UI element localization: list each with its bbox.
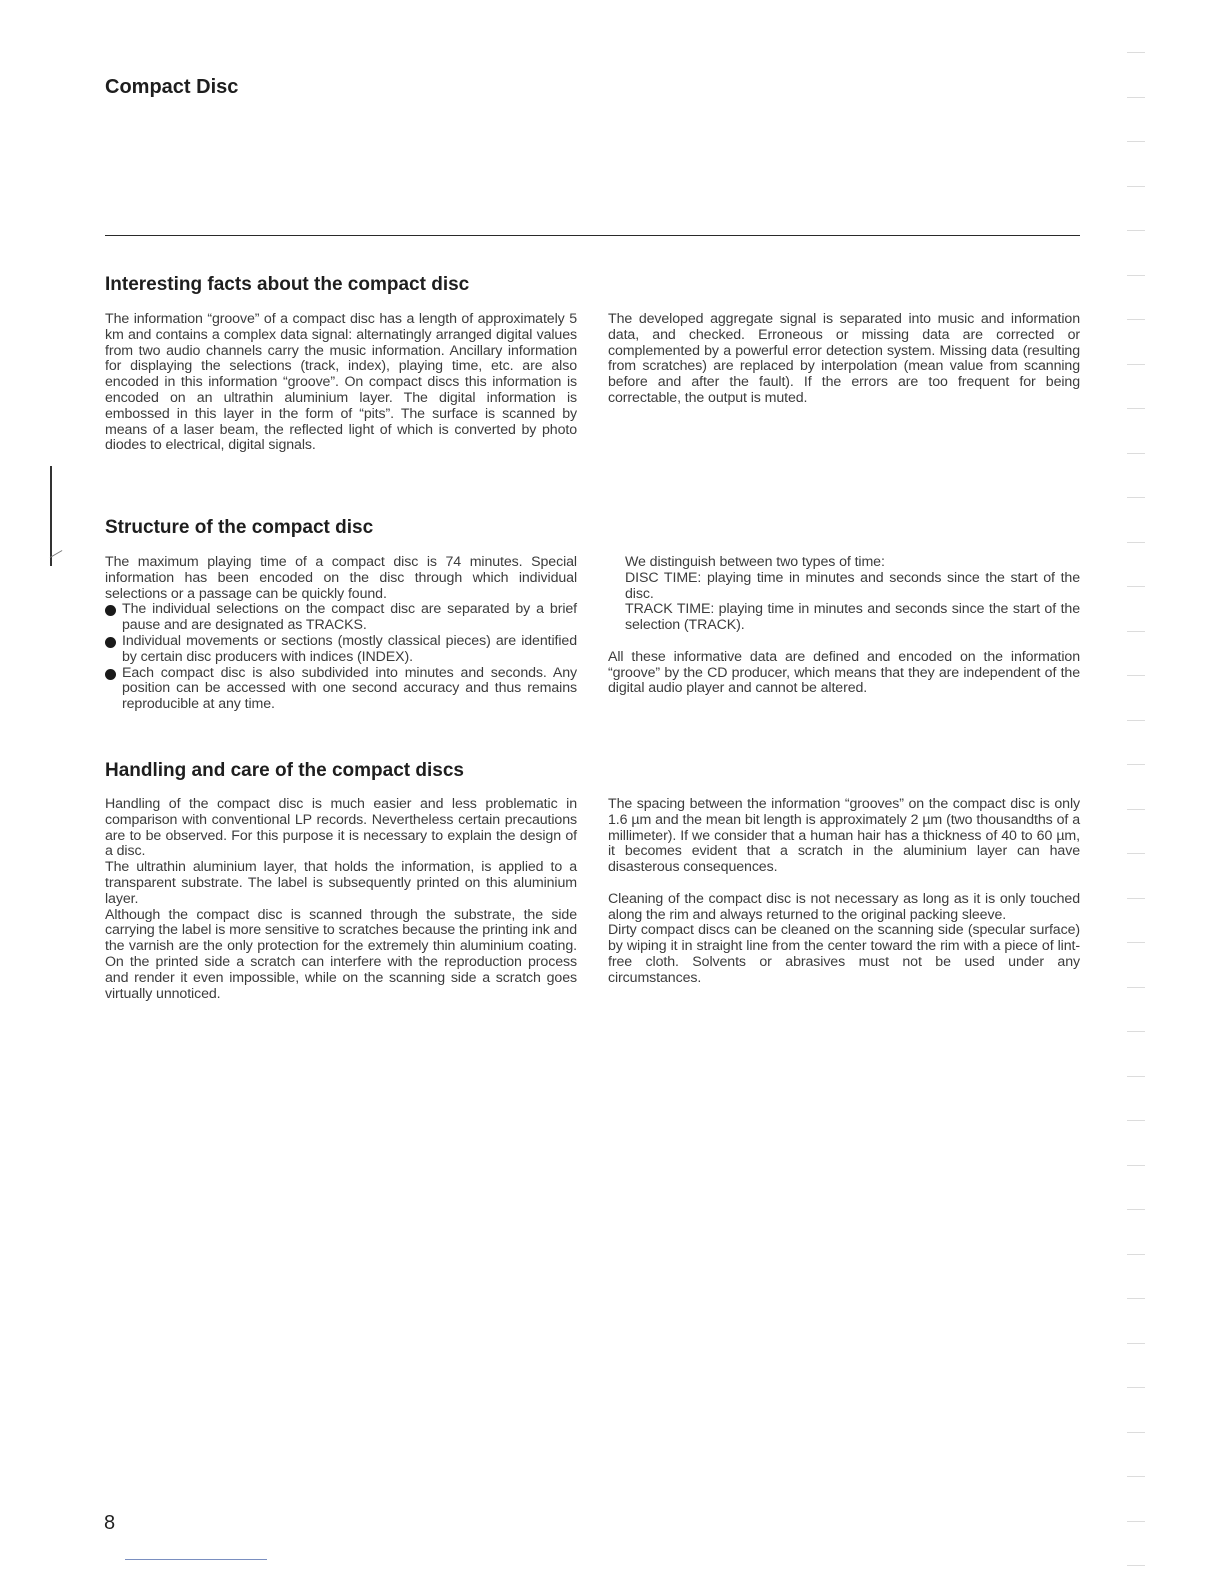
- edge-tick-mark: [1127, 497, 1145, 498]
- edge-tick-mark: [1127, 1565, 1145, 1566]
- section-heading-facts: Interesting facts about the compact disc: [105, 274, 470, 295]
- time-types-intro: We distinguish between two types of time:: [625, 554, 885, 570]
- edge-tick-mark: [1127, 764, 1145, 765]
- edge-tick-mark: [1127, 1521, 1145, 1522]
- handling-right-column: [608, 797, 1080, 987]
- edge-tick-mark: [1127, 542, 1145, 543]
- header-divider: [105, 235, 1080, 236]
- footer-line: [125, 1559, 267, 1560]
- edge-tick-mark: [1127, 230, 1145, 231]
- edge-tick-mark: [1127, 1165, 1145, 1166]
- section-heading-structure: Structure of the compact disc: [105, 517, 374, 538]
- edge-tick-mark: [1127, 1343, 1145, 1344]
- handling-paragraph-2: The ultrathin aluminium layer, that holds the information, is applied to a transparent substrate. The label is subsequently printed on this aluminium layer.: [105, 859, 577, 907]
- page-edge-ticks: [1127, 0, 1147, 1584]
- handling-paragraph-6: Dirty compact discs can be cleaned on the scanning side (specular surface) by wiping it in straight line from the center toward the rim with a piece of lint-free cloth. Solvents or abrasives must not be used under any circumstances.: [608, 922, 1080, 986]
- handling-paragraph-3: Although the compact disc is scanned through the substrate, the side carrying the label is more sensitive to scratches because the printing ink and the varnish are the only protection for the extremely thin aluminium coating. On the printed side a scratch can interfere with the reproduction process and render it even impossible, while on the scanning side a scratch goes virtually unnoticed.: [105, 906, 577, 1002]
- edge-tick-mark: [1127, 141, 1145, 142]
- edge-tick-mark: [1127, 1387, 1145, 1388]
- time-types-block: [608, 555, 1080, 634]
- edge-tick-mark: [1127, 987, 1145, 988]
- edge-tick-mark: [1127, 1298, 1145, 1299]
- list-item: Each compact disc is also subdivided into minutes and seconds. Any position can be accessed with one second accuracy and thus remains reproducible at any time.: [105, 666, 577, 713]
- edge-tick-mark: [1127, 1476, 1145, 1477]
- facts-right-column: [608, 312, 1080, 407]
- bullet-icon: [105, 605, 116, 616]
- edge-tick-mark: [1127, 1432, 1145, 1433]
- track-time-definition: TRACK TIME: playing time in minutes and seconds since the start of the selection (TRACK).: [625, 601, 1080, 634]
- edge-tick-mark: [1127, 364, 1145, 365]
- edge-tick-mark: [1127, 1120, 1145, 1121]
- margin-change-bar: [50, 466, 52, 566]
- handling-paragraph-1: Handling of the compact disc is much easier and less problematic in comparison with conventional LP records. Nevertheless certain precautions are to be observed. For this purpose it is necessary to explain the design of a disc.: [105, 796, 577, 860]
- edge-tick-mark: [1127, 319, 1145, 320]
- structure-paragraph-2: All these informative data are defined and encoded on the information “groove” by the CD producer, which means that they are independent of the digital audio player and cannot be altered.: [608, 648, 1080, 697]
- edge-tick-mark: [1127, 97, 1145, 98]
- edge-tick-mark: [1127, 275, 1145, 276]
- edge-tick-mark: [1127, 52, 1145, 53]
- page-title: Compact Disc: [105, 76, 239, 98]
- edge-tick-mark: [1127, 1254, 1145, 1255]
- edge-tick-mark: [1127, 720, 1145, 721]
- handling-paragraph-4: The spacing between the information “grooves” on the compact disc is only 1.6 µm and the mean bit length is approximately 2 µm (two thousandths of a millimeter). If we consider that a human hair has a thickness of 40 to 60 µm, it becomes evident that a scratch in the aluminium layer can have disasterous consequences.: [608, 796, 1080, 876]
- edge-tick-mark: [1127, 408, 1145, 409]
- edge-tick-mark: [1127, 942, 1145, 943]
- bullet-icon: [105, 669, 116, 680]
- edge-tick-mark: [1127, 1076, 1145, 1077]
- list-item: Individual movements or sections (mostly classical pieces) are identified by certain disc producers with indices (INDEX).: [105, 634, 577, 666]
- section-heading-handling: Handling and care of the compact discs: [105, 760, 464, 781]
- handling-paragraph-5: Cleaning of the compact disc is not necessary as long as it is only touched along the rim and always returned to the original packing sleeve.: [608, 890, 1080, 923]
- edge-tick-mark: [1127, 1209, 1145, 1210]
- edge-tick-mark: [1127, 853, 1145, 854]
- facts-paragraph-2: The developed aggregate signal is separated into music and information data, and checked. Erroneous or missing data are corrected or complemented by a powerful error detection system. Missing data (resulting from scratches) are replaced by interpolation (mean value from scanning before and after the fault). If the errors are too frequent for being correctable, the output is muted.: [608, 311, 1080, 406]
- structure-bullet-list: [105, 602, 577, 713]
- edge-tick-mark: [1127, 631, 1145, 632]
- edge-tick-mark: [1127, 898, 1145, 899]
- facts-left-column: [105, 312, 577, 454]
- edge-tick-mark: [1127, 586, 1145, 587]
- edge-tick-mark: [1127, 675, 1145, 676]
- structure-intro: The maximum playing time of a compact disc is 74 minutes. Special information has been encoded on the disc through which individual selections or a passage can be quickly found.: [105, 554, 577, 602]
- bullet-icon: [105, 637, 116, 648]
- facts-paragraph-1: The information “groove” of a compact disc has a length of approximately 5 km and contains a complex data signal: alternatingly arranged digital values from two audio channels carry the music information. Ancillary information for displaying the selections (track, index), playing time, etc. are also encoded in this information “groove”. On compact discs this information is encoded on an ultrathin aluminium layer. The digital information is embossed in this layer in the form of “pits”. The surface is scanned by means of a laser beam, the reflected light of which is converted by photo diodes to electrical, digital signals.: [105, 311, 577, 454]
- edge-tick-mark: [1127, 1031, 1145, 1032]
- structure-right-column: [608, 555, 1080, 697]
- edge-tick-mark: [1127, 809, 1145, 810]
- handling-left-column: [105, 797, 577, 1002]
- list-item: The individual selections on the compact disc are separated by a brief pause and are designated as TRACKS.: [105, 602, 577, 634]
- structure-left-column: [105, 555, 577, 713]
- disc-time-definition: DISC TIME: playing time in minutes and seconds since the start of the disc.: [625, 569, 1080, 602]
- edge-tick-mark: [1127, 186, 1145, 187]
- edge-tick-mark: [1127, 453, 1145, 454]
- page-number: 8: [104, 1512, 116, 1534]
